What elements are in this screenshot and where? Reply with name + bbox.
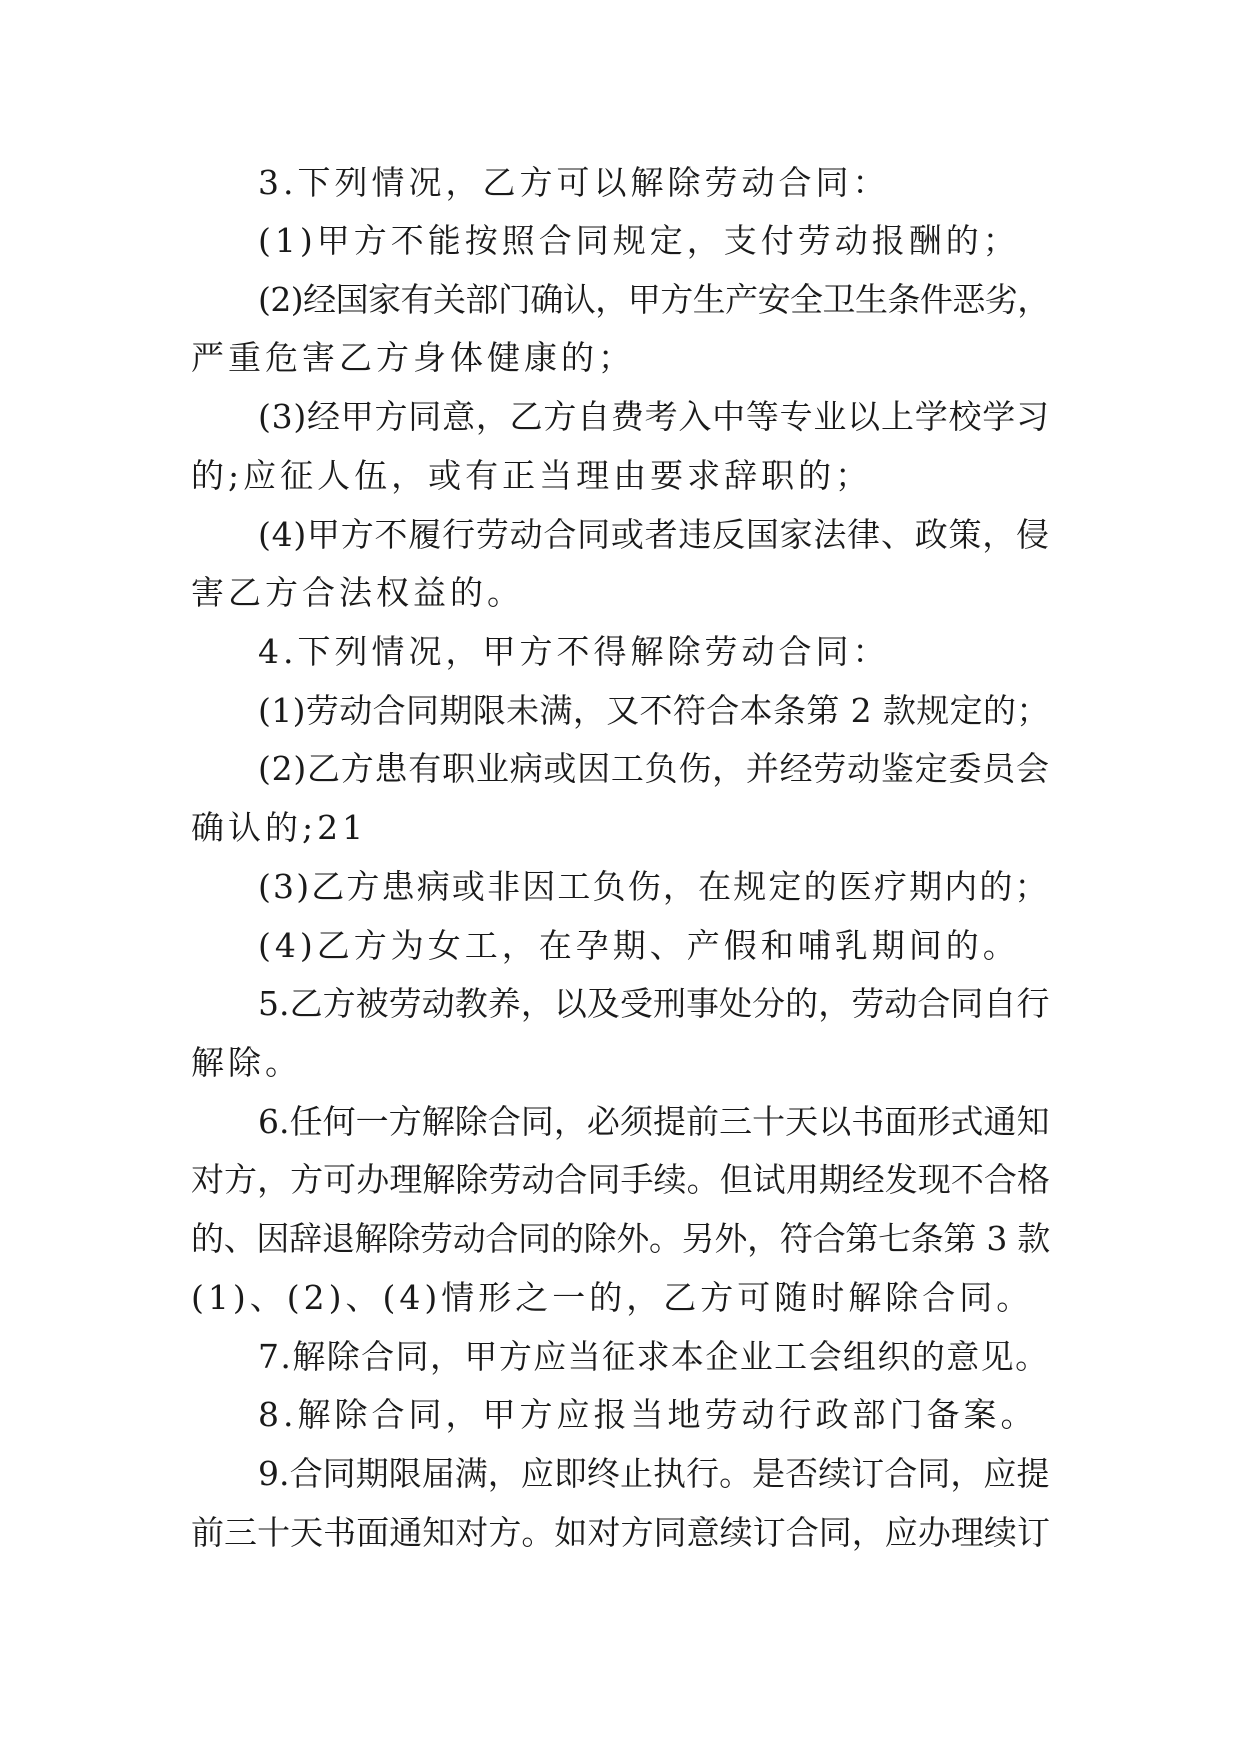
text-line: 害乙方合法权益的。 [191,573,524,612]
text-line: 4.下列情况，甲方不得解除劳动合同： [258,632,890,671]
text-line: 解除。 [191,1043,302,1082]
text-line: (3)经甲方同意，乙方自费考入中等专业以上学校学习 [258,397,1050,436]
text-line: 9.合同期限届满，应即终止执行。是否续订合同，应提 [258,1454,1050,1493]
text-line: (3)乙方患病或非因工负伤，在规定的医疗期内的； [258,867,1050,906]
text-line: (1)劳动合同期限未满，又不符合本条第 2 款规定的； [258,691,1050,730]
text-line: 确认的;21 [191,808,368,847]
text-line: (4)乙方为女工，在孕期、产假和哺乳期间的。 [258,926,1020,965]
text-line: (1)甲方不能按照合同规定，支付劳动报酬的； [258,221,1020,260]
text-line: 6.任何一方解除合同，必须提前三十天以书面形式通知 [258,1102,1050,1141]
text-line: (2)乙方患有职业病或因工负伤，并经劳动鉴定委员会 [258,749,1050,788]
text-line: 7.解除合同，甲方应当征求本企业工会组织的意见。 [258,1337,1050,1376]
text-line: 5.乙方被劳动教养，以及受刑事处分的，劳动合同自行 [258,984,1050,1023]
text-line: 的;应征人伍，或有正当理由要求辞职的； [191,456,873,495]
text-line: (4)甲方不履行劳动合同或者违反国家法律、政策，侵 [258,515,1050,554]
text-line: 8.解除合同，甲方应报当地劳动行政部门备案。 [258,1395,1038,1434]
text-line: 对方，方可办理解除劳动合同手续。但试用期经发现不合格 [191,1160,1050,1199]
text-line: 的、因辞退解除劳动合同的除外。另外，符合第七条第 3 款 [191,1219,1050,1258]
text-line: 前三十天书面通知对方。如对方同意续订合同，应办理续订 [191,1513,1050,1552]
text-line: 3.下列情况，乙方可以解除劳动合同： [258,163,890,202]
text-line: (2)经国家有关部门确认，甲方生产安全卫生条件恶劣， [258,280,1050,319]
text-line: (1)、(2)、(4)情形之一的，乙方可随时解除合同。 [191,1278,1034,1317]
text-line: 严重危害乙方身体健康的； [191,338,635,377]
